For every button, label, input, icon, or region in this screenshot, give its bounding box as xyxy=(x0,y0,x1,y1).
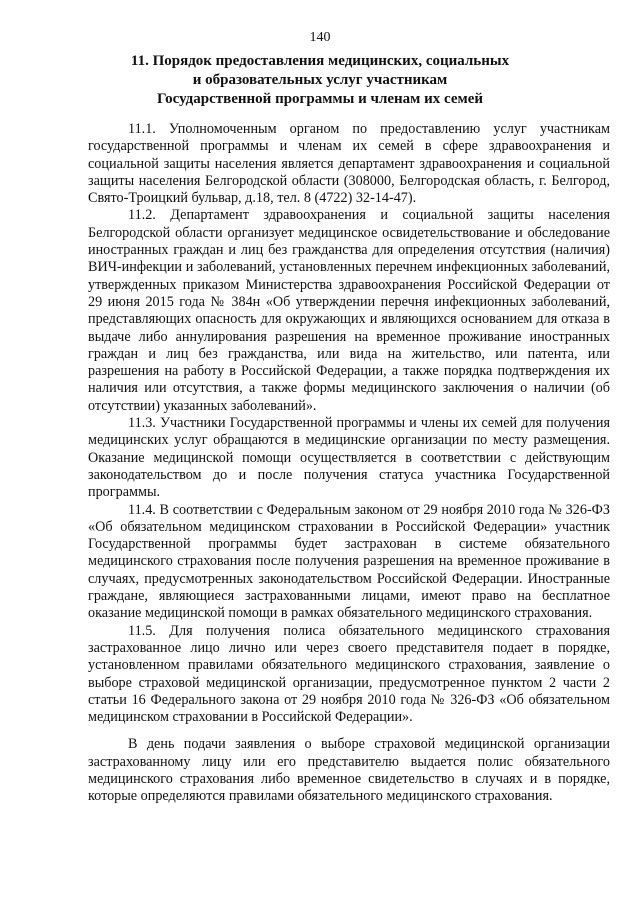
heading-line-3: Государственной программы и членам их семей xyxy=(156,91,484,107)
section-heading xyxy=(90,52,550,109)
paragraph-11-1: 11.1. Уполномоченным органом по предоставлению услуг участникам государственной программы и членам их семей в сфере здравоохранения и социальной защиты населения является департамент здравоохранения и социальной защиты населения Белгородской области (308000, Белгородская область, г. Белгород, Свято-Троицкий бульвар, д.18, тел. 8 (4722) 32-14-47). xyxy=(88,121,610,207)
document-body xyxy=(88,121,610,806)
paragraph-policy-issue: В день подачи заявления о выборе страховой медицинской организации застрахованному лицу или его представителю выдается полис обязательного медицинского страхования либо временное свидетельство в случаях и в порядке, которые определяются правилами обязательного медицинского страхования. xyxy=(88,736,610,805)
paragraph-11-2: 11.2. Департамент здравоохранения и социальной защиты населения Белгородской области организует медицинское освидетельствование и обследование иностранных граждан и лиц без гражданства для определения отсутствия (наличия) ВИЧ-инфекции и заболеваний, установленных перечнем инфекционных заболеваний, утвержденных приказом Министерства здравоохранения Российской Федерации от 29 июня 2015 года № 384н «Об утверждении перечня инфекционных заболеваний, представляющих опасность для окружающих и являющихся основанием для отказа в выдаче либо аннулирования разрешения на временное проживание иностранных граждан и лиц без гражданства, или вида на жительство, или патента, или разрешения на работу в Российской Федерации, а также порядка подтверждения их наличия или отсутствия, а также формы медицинского заключения о наличии (об отсутствии) указанных заболеваний». xyxy=(88,207,610,414)
paragraph-11-3: 11.3. Участники Государственной программы и члены их семей для получения медицинских услуг обращаются в медицинские организации по месту размещения. Оказание медицинской помощи осуществляется в соответствии с действующим законодательством до и после получения статуса участника Государственной программы. xyxy=(88,415,610,501)
heading-line-2: и образовательных услуг участникам xyxy=(192,72,448,88)
page-number: 140 xyxy=(309,30,331,45)
heading-line-1: 11. Порядок предоставления медицинских, социальных xyxy=(130,53,510,69)
paragraph-11-5: 11.5. Для получения полиса обязательного медицинского страхования застрахованное лицо лично или через своего представителя подает в порядке, установленном правилами обязательного медицинского страхования, заявление о выборе страховой медицинской организации, предусмотренное пунктом 2 части 2 статьи 16 Федерального закона от 29 ноября 2010 года № 326-ФЗ «Об обязательном медицинском страховании в Российской Федерации». xyxy=(88,622,610,726)
paragraph-11-4: 11.4. В соответствии с Федеральным законом от 29 ноября 2010 года № 326-ФЗ «Об обязательном медицинском страховании в Российской Федерации» участник Государственной программы будет застрахован в системе обязательного медицинского страхования после получения разрешения на временное проживание в случаях, предусмотренных законодательством Российской Федерации. Иностранные граждане, являющиеся застрахованными лицами, имеют право на бесплатное оказание медицинской помощи в рамках обязательного медицинского страхования. xyxy=(88,501,610,622)
